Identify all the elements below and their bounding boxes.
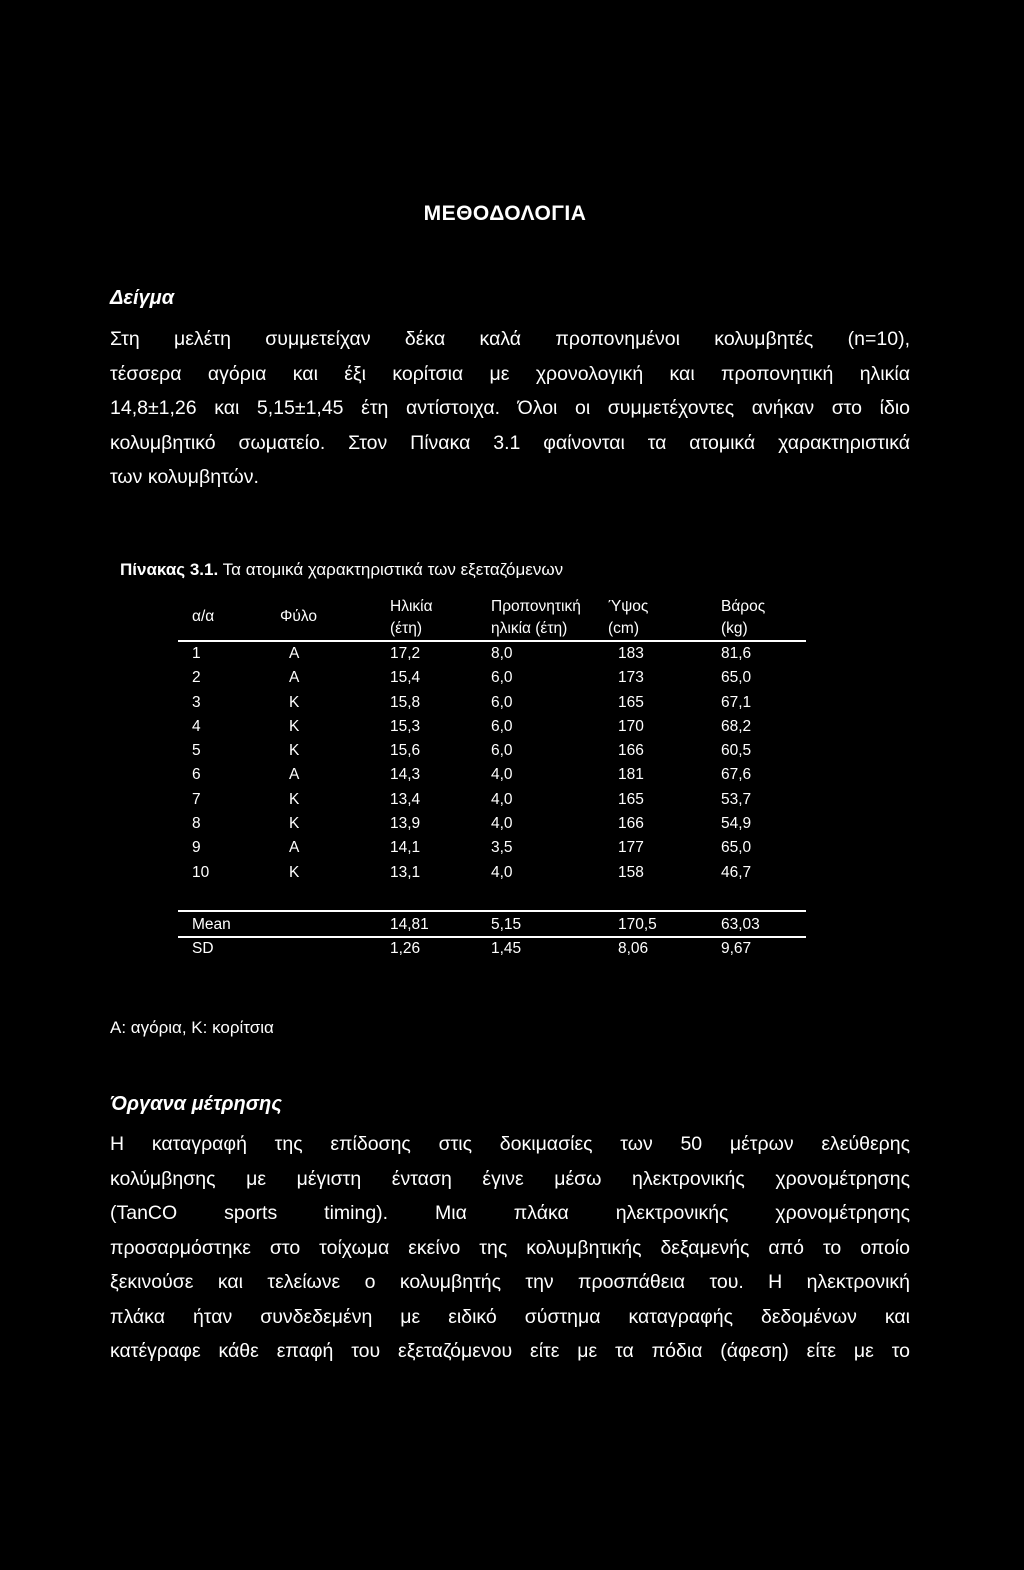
table-row — [178, 716, 806, 740]
table-footnote: Α: αγόρια, Κ: κορίτσια — [110, 1018, 274, 1037]
table-cell: 65,0 — [721, 669, 752, 687]
table-row — [178, 643, 806, 667]
paragraph-line: των κολυμβητών. — [110, 466, 259, 488]
table-cell: 54,9 — [721, 815, 752, 833]
table-cell: 7 — [192, 790, 201, 808]
table-row — [178, 692, 806, 716]
table-cell: 63,03 — [721, 916, 760, 933]
table-cell: 4,0 — [491, 790, 513, 808]
table-cell: 6 — [192, 766, 201, 784]
page-heading: ΜΕΘΟΔΟΛΟΓΙΑ — [423, 202, 587, 225]
table-cell: Κ — [289, 717, 300, 735]
header-cell-height: Ύψος (cm) — [608, 598, 649, 637]
table-cell: 13,1 — [390, 863, 421, 881]
table-cell: 13,9 — [390, 815, 421, 833]
table-cell: 177 — [618, 839, 644, 857]
table-cell: 166 — [618, 742, 644, 760]
table-cell: 13,4 — [390, 790, 421, 808]
table-cell: 9 — [192, 839, 201, 857]
table-cell: 166 — [618, 815, 644, 833]
table-cell: 1,45 — [491, 940, 522, 958]
table-cell: 8 — [192, 815, 201, 833]
paragraph-line: 14,8±1,26 και 5,15±1,45 έτη αντίστοιχα. Όλοι οι συμμετέχοντες ανήκαν στο ίδιο — [110, 397, 910, 419]
table-cell: 60,5 — [721, 742, 752, 760]
table-cell: 14,81 — [390, 916, 429, 933]
table-cell: 6,0 — [491, 717, 513, 735]
table-cell: 15,4 — [390, 669, 421, 687]
table-cell: 14,3 — [390, 766, 421, 784]
instruments-paragraph — [110, 1127, 910, 1369]
table-cell: 4,0 — [491, 766, 513, 784]
table-cell: 1 — [192, 645, 201, 662]
paragraph-line: Στη μελέτη συμμετείχαν δέκα καλά προπονημένοι κολυμβητές (n=10), — [110, 328, 910, 350]
table-caption — [120, 560, 563, 580]
paragraph-line: (TanCO sports timing). Μια πλάκα ηλεκτρονικής χρονομέτρησης — [110, 1202, 910, 1224]
table-cell: 17,2 — [390, 645, 421, 662]
table-cell: 2 — [192, 669, 201, 687]
table-cell: 158 — [618, 863, 644, 881]
paragraph-line: πλάκα ήταν συνδεδεμένη με ειδικό σύστημα καταγραφής δεδομένων και — [110, 1305, 910, 1328]
section-title-instruments: Όργανα μέτρησης — [110, 1093, 282, 1115]
table-cell: 4 — [192, 717, 201, 735]
table-cell: Κ — [289, 693, 300, 711]
header-cell-training-age: Προπονητική ηλικία (έτη) — [491, 598, 581, 637]
table-cell: 181 — [618, 766, 644, 784]
table-cell: 67,1 — [721, 693, 752, 711]
table-row — [178, 837, 806, 861]
table-cell: 15,3 — [390, 717, 421, 735]
table-cell: Mean — [192, 916, 231, 933]
table-cell: 6,0 — [491, 742, 513, 760]
table-cell: 8,06 — [618, 940, 649, 958]
table-cell: 65,0 — [721, 839, 752, 857]
table-body — [178, 643, 806, 886]
table-cell: 5 — [192, 742, 201, 760]
table-cell: 3,5 — [491, 839, 513, 857]
table-row — [178, 667, 806, 691]
table-cell: Α — [289, 669, 300, 687]
table-cell: Κ — [289, 790, 300, 808]
table-cell: 173 — [618, 669, 644, 687]
table-cell: 1,26 — [390, 940, 421, 958]
table-cell: 165 — [618, 693, 644, 711]
header-cell-age: Ηλικία (έτη) — [390, 598, 433, 637]
table-cell: 4,0 — [491, 863, 513, 881]
table-cell: 15,6 — [390, 742, 421, 760]
header-cell-sex: Φύλο — [280, 608, 317, 625]
table-cell: 68,2 — [721, 717, 752, 735]
paragraph-line: κολύμβησης με μέγιστη ένταση έγινε μέσω ηλεκτρονικής χρονομέτρησης — [110, 1167, 910, 1190]
table-cell: 4,0 — [491, 815, 513, 833]
table-cell: 6,0 — [491, 669, 513, 687]
table-row — [178, 764, 806, 788]
table-row — [178, 789, 806, 813]
table-cell: Α — [289, 839, 300, 857]
summary-mid-rule — [178, 936, 806, 938]
paragraph-line: προσαρμόστηκε στο τοίχωμα εκείνο της κολυμβητικής δεξαμενής από το οποίο — [110, 1236, 910, 1259]
table-cell: 10 — [192, 863, 210, 881]
header-rule — [178, 640, 806, 642]
summary-row — [178, 938, 806, 962]
table-summary — [178, 914, 806, 963]
table-row — [178, 862, 806, 886]
sample-paragraph — [110, 322, 910, 495]
table-row — [178, 813, 806, 837]
table-cell: 170 — [618, 717, 644, 735]
section-title-sample: Δείγμα — [110, 287, 175, 309]
table-cell: 9,67 — [721, 940, 752, 958]
table-caption-label: Πίνακας 3.1. — [120, 560, 219, 579]
table-cell: 53,7 — [721, 790, 752, 808]
paragraph-line: ξεκινούσε και τελείωνε ο κολυμβητής την προσπάθεια του. Η ηλεκτρονική — [110, 1271, 910, 1293]
paragraph-line: κατέγραφε κάθε επαφή του εξεταζόμενου είτε με τα πόδια (άφεση) είτε με το — [110, 1340, 910, 1362]
table-cell: 81,6 — [721, 645, 752, 662]
table-cell: 3 — [192, 693, 201, 711]
table-cell: 6,0 — [491, 693, 513, 711]
paragraph-line: κολυμβητικό σωματείο. Στον Πίνακα 3.1 φαίνονται τα ατομικά χαρακτηριστικά — [110, 431, 910, 454]
table-cell: Κ — [289, 863, 300, 881]
table-cell: SD — [192, 940, 214, 958]
table-cell: 5,15 — [491, 916, 522, 933]
table-cell: 8,0 — [491, 645, 513, 662]
table-cell: 170,5 — [618, 916, 657, 933]
table-cell: Κ — [289, 742, 300, 760]
table-cell: 165 — [618, 790, 644, 808]
table-header — [178, 596, 806, 640]
table-cell: 67,6 — [721, 766, 752, 784]
header-cell-aa: α/α — [192, 608, 215, 625]
header-cell-weight: Βάρος (kg) — [721, 598, 766, 637]
characteristics-table — [178, 596, 806, 958]
table-cell: 14,1 — [390, 839, 421, 857]
table-cell: Α — [289, 766, 300, 784]
paragraph-line: τέσσερα αγόρια και έξι κορίτσια με χρονολογική και προπονητική ηλικία — [110, 362, 910, 385]
table-cell: Κ — [289, 815, 300, 833]
table-row — [178, 740, 806, 764]
table-cell: 15,8 — [390, 693, 421, 711]
summary-row — [178, 914, 806, 938]
table-caption-text: Τα ατομικά χαρακτηριστικά των εξεταζόμενων — [222, 560, 564, 579]
paragraph-line: Η καταγραφή της επίδοσης στις δοκιμασίες των 50 μέτρων ελεύθερης — [110, 1133, 910, 1155]
summary-top-rule — [178, 910, 806, 912]
table-cell: 183 — [618, 645, 644, 662]
table-cell: Α — [289, 645, 300, 662]
table-cell: 46,7 — [721, 863, 752, 881]
